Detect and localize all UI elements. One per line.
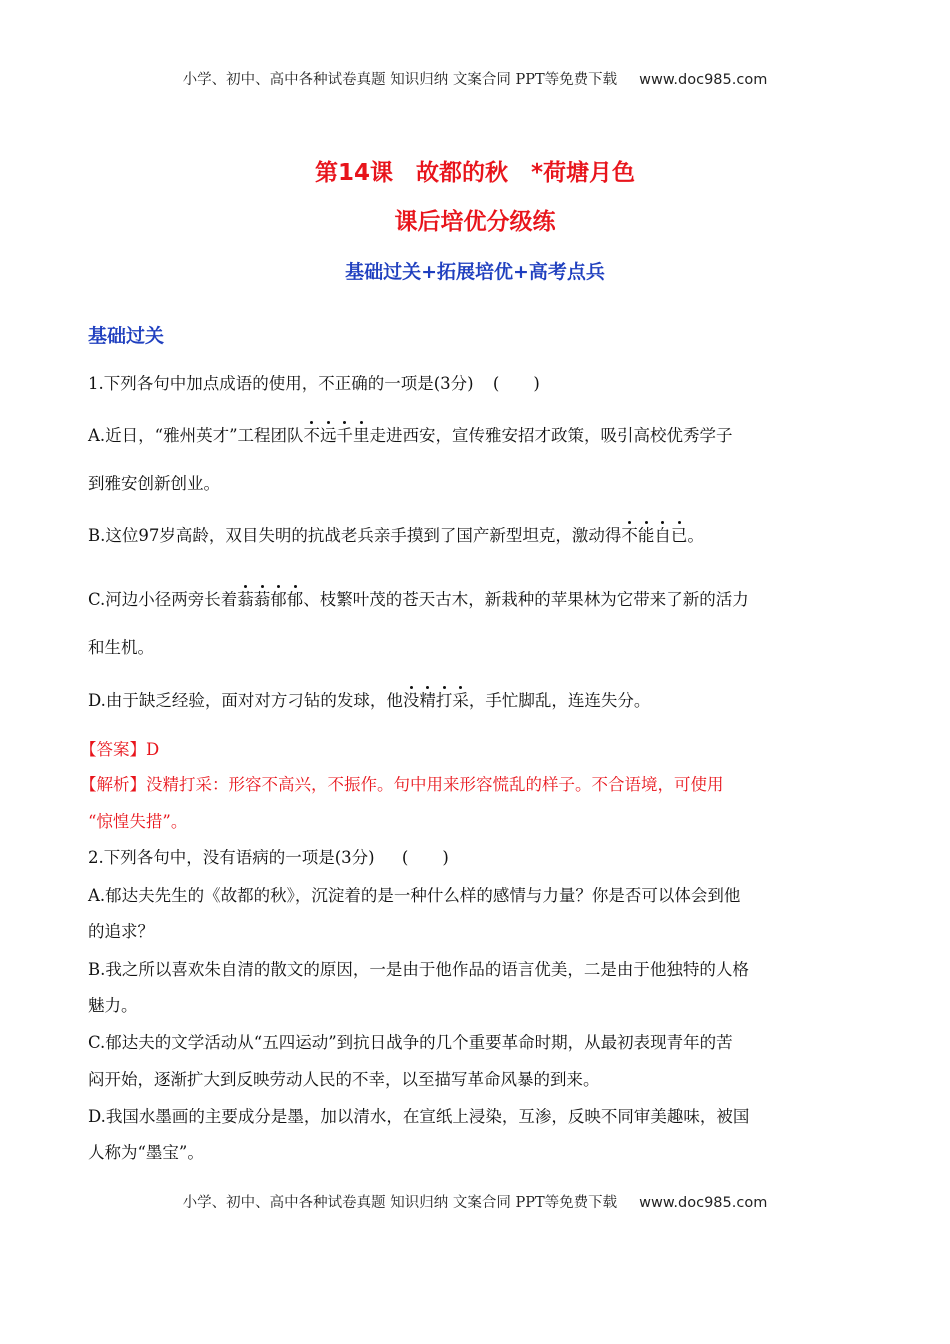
q1-a-post: 走进西安，宣传雅安招才政策，吸引高校优秀学子 [369, 426, 733, 445]
q1-option-a-cont: 到雅安创新创业。 [88, 474, 220, 493]
analysis-text: 没精打采：形容不高兴，不振作。句中用来形容慌乱的样子。不合语境，可使用 [146, 775, 724, 794]
q2-option-a-cont: 的追求？ [88, 922, 154, 941]
q2-stem [88, 846, 449, 870]
lesson-title: 第14课 故都的秋 *荷塘月色 [314, 160, 636, 186]
dotted-char: 郁 [286, 590, 304, 609]
q1-option-b [88, 524, 704, 548]
dotted-char: 精 [419, 691, 436, 710]
q2-option-a: A.郁达夫先生的《故都的秋》，沉淀着的是一种什么样的感情与力量？你是否可以体会到他 [88, 886, 741, 905]
q1-a-pre: A.近日，“雅州英才”工程团队 [88, 426, 304, 445]
dotted-char: 郁 [270, 590, 287, 609]
dotted-char: 打 [435, 691, 453, 710]
q2-paren-close: ) [442, 848, 449, 867]
answer-value: D [146, 740, 160, 759]
lesson-tagline: 基础过关+拓展培优+高考点兵 [345, 261, 605, 283]
q1-analysis-cont: “惊惶失措”。 [88, 812, 188, 831]
q1-d-post: ，手忙脚乱，连连失分。 [468, 691, 651, 710]
q2-option-d-cont: 人称为“墨宝”。 [88, 1143, 204, 1162]
q1-c-post: 、枝繁叶茂的苍天古木，新栽种的苹果林为它带来了新的活力 [303, 590, 749, 609]
q2-option-b-cont: 魅力。 [88, 996, 138, 1015]
analysis-label: 【解析】 [80, 775, 146, 794]
dotted-char: 没 [402, 691, 420, 710]
q2-option-c-cont: 闷开始，逐渐扩大到反映劳动人民的不幸，以至描写革命风暴的到来。 [88, 1070, 600, 1089]
q2-paren-open: ( [401, 848, 409, 867]
q1-option-d [88, 689, 650, 713]
q2-stem-text: 2.下列各句中，没有语病的一项是(3分) [88, 848, 375, 867]
footer-text: 小学、初中、高中各种试卷真题 知识归纳 文案合同 PPT等免费下载 [182, 1195, 618, 1211]
q1-answer [80, 738, 159, 762]
dotted-char: 自 [654, 526, 671, 545]
q1-option-c-cont: 和生机。 [88, 638, 154, 657]
q1-c-pre: C.河边小径两旁长着 [88, 590, 238, 609]
q1-analysis [80, 773, 724, 797]
q2-option-b: B.我之所以喜欢朱自清的散文的原因，一是由于他作品的语言优美，二是由于他独特的人格 [88, 960, 749, 979]
q1-paren-close: ) [533, 374, 540, 393]
q1-option-c [88, 588, 749, 612]
header-url[interactable]: www.doc985.com [639, 72, 768, 88]
answer-label: 【答案】 [80, 740, 146, 759]
q2-option-d: D.我国水墨画的主要成分是墨，加以清水，在宣纸上浸染，互渗，反映不同审美趣味，被国 [88, 1107, 750, 1126]
dotted-char: 已 [670, 526, 688, 545]
dotted-char: 蓊 [253, 590, 271, 609]
q1-stem-text: 1.下列各句中加点成语的使用，不正确的一项是(3分) [88, 374, 474, 393]
dotted-char: 采 [452, 691, 469, 710]
q2-option-c: C.郁达夫的文学活动从“五四运动”到抗日战争的几个重要革命时期，从最初表现青年的苦 [88, 1033, 733, 1052]
section-heading: 基础过关 [88, 325, 165, 347]
q1-stem [88, 372, 540, 396]
footer-url[interactable]: www.doc985.com [639, 1195, 768, 1211]
page-footer [0, 1191, 950, 1212]
q1-paren-open: ( [492, 374, 500, 393]
dotted-char: 不 [621, 526, 638, 545]
q1-option-a [88, 424, 733, 448]
dotted-char: 远 [320, 426, 337, 445]
dotted-char: 不 [303, 426, 321, 445]
dotted-char: 里 [353, 426, 370, 445]
q1-b-post: 。 [687, 526, 704, 545]
lesson-subtitle: 课后培优分级练 [394, 209, 556, 235]
dotted-char: 能 [637, 526, 655, 545]
dotted-char: 蓊 [237, 590, 254, 609]
dotted-char: 千 [336, 426, 354, 445]
q1-b-pre: B.这位97岁高龄，双目失明的抗战老兵亲手摸到了国产新型坦克，激动得 [88, 526, 622, 545]
q1-d-pre: D.由于缺乏经验，面对对方刁钻的发球，他 [88, 691, 403, 710]
header-text: 小学、初中、高中各种试卷真题 知识归纳 文案合同 PPT等免费下载 [182, 72, 618, 88]
page-header [0, 68, 950, 89]
